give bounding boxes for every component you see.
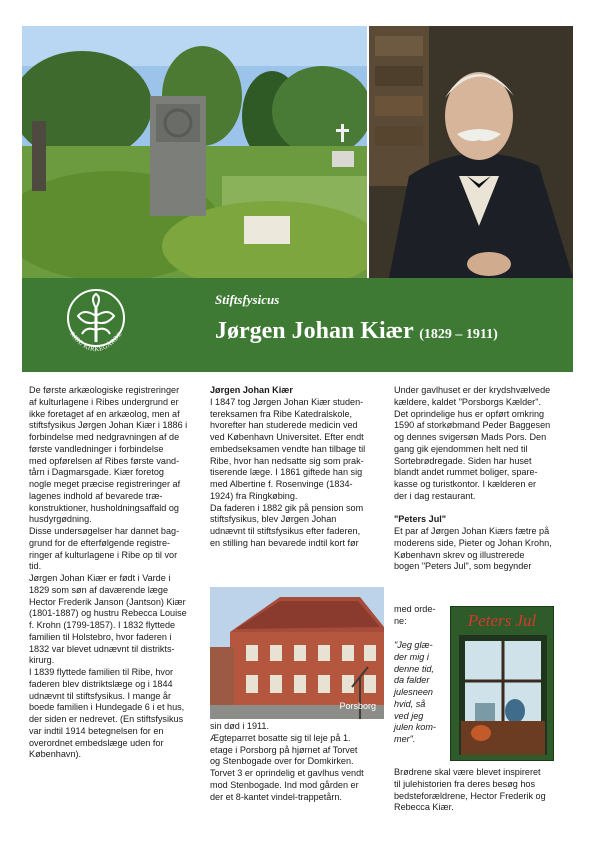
body-text-line: kirurg. bbox=[29, 655, 55, 666]
body-text-line: f. Krohn (1799-1857). I 1832 flyttede bbox=[29, 620, 176, 630]
body-text-line: udnævnt til stiftsfysikus. I mange år bbox=[29, 690, 172, 701]
body-text-line: gang gik ejendommen helt ned til bbox=[394, 443, 528, 454]
body-text-line: var indtil 1914 betegnelsen for en bbox=[29, 725, 164, 736]
body-text-line: Brødrene skal være blevet inspireret bbox=[394, 767, 541, 777]
body-text-line: Det oprindelige hus er opført omkring bbox=[394, 408, 545, 419]
body-text-line: ved København Universitet. Efter endt bbox=[210, 432, 364, 442]
column-1 bbox=[29, 385, 201, 761]
body-text-line: embedseksamen vendte han tilbage til bbox=[210, 443, 366, 454]
body-text-line: familien til Holstebro, hvor faderen i bbox=[29, 631, 172, 642]
portrait-painting bbox=[369, 26, 573, 278]
body-text-line: til julehistorien fra deres besøg hos bbox=[394, 778, 536, 789]
body-text-line: kældere, kaldet "Porsborgs Kælder". bbox=[394, 396, 541, 407]
body-text-line: Ribe, hvor han nedsatte sig som prak- bbox=[210, 455, 364, 466]
column-2-continued bbox=[210, 721, 385, 803]
body-text-line: 1590 af storkøbmand Peder Baggesen bbox=[394, 420, 551, 431]
page-title bbox=[215, 318, 498, 345]
cemetery-photo bbox=[22, 26, 367, 278]
body-text-line: København). bbox=[29, 749, 82, 760]
body-text-line: og dennes svigersøn Mads Pors. Den bbox=[394, 432, 547, 442]
body-text-line: etage i Porsborg på hjørnet af Torvet bbox=[210, 744, 358, 755]
body-text-line: lagenes indhold af bevarede træ- bbox=[29, 490, 163, 501]
column-3-continued bbox=[394, 767, 574, 814]
body-text-line: der siden er nedrevet. (En stiftsfysikus bbox=[29, 714, 184, 724]
body-text-line: der i dag restaurant. bbox=[394, 490, 476, 501]
body-text-line: Hector Frederik Janson (Jantson) Kiær bbox=[29, 596, 186, 607]
body-text-line: grund for de efterfølgende registre- bbox=[29, 537, 171, 548]
quote-line: julen kom- bbox=[394, 722, 436, 733]
body-text-line: forbindelse med nedgravningen af de bbox=[29, 432, 180, 442]
body-text-line: stiftsfysikus Jørgen Johan Kiær i 1886 i bbox=[29, 420, 188, 431]
body-text-line: af kulturlagene i Ribes undergrund er bbox=[29, 396, 179, 407]
body-text-line: stiftsfysikus, blev Jørgen Johan bbox=[210, 514, 337, 525]
quote-line: denne tid, bbox=[394, 663, 434, 674]
body-text-line: Rebecca Kiær. bbox=[394, 802, 454, 813]
quote-line: mer". bbox=[394, 734, 416, 744]
quote-line: julesneen bbox=[394, 687, 433, 697]
body-text-line: 1924) fra Ringkøbing. bbox=[210, 490, 298, 501]
logo-text: RIBE KIRKEGÅRDE bbox=[68, 330, 124, 354]
body-text-line: mod Stenbogade. Ind mod gården er bbox=[210, 779, 359, 790]
body-text-line: Sortebrødregade. Siden har huset bbox=[394, 455, 532, 466]
body-text-line: ne: bbox=[394, 615, 407, 626]
body-text-line: konstruktioner, husholdningsaffald og bbox=[29, 502, 179, 513]
body-text-line: moderens side, Pieter og Johan Krohn, bbox=[394, 537, 552, 548]
body-text-line: ringer af kulturlagene i Ribe op til vor bbox=[29, 549, 178, 560]
body-text-line: ikke foretaget af en arkæolog, men af bbox=[29, 408, 180, 419]
photo-caption-porsborg: Porsborg bbox=[339, 701, 376, 711]
body-text-line: I 1847 tog Jørgen Johan Kiær studen- bbox=[210, 396, 364, 407]
body-text-line: sin død i 1911. bbox=[210, 721, 269, 731]
title-banner bbox=[22, 278, 573, 372]
body-text-line: første vandledninger i forbindelse bbox=[29, 443, 164, 454]
peters-jul-book-cover bbox=[450, 606, 554, 761]
quote-line: der mig i bbox=[394, 651, 429, 662]
body-text-line: 1832 var blevet udnævnt til distrikts- bbox=[29, 643, 175, 654]
body-text-line: Torvet 3 er oprindelig et gavlhus vendt bbox=[210, 768, 364, 778]
body-text-line: København skrev og illustrerede bbox=[394, 549, 525, 560]
porsborg-photo bbox=[210, 587, 384, 719]
body-text-line: kasse og turistkontor. I kælderen er bbox=[394, 479, 537, 489]
body-text-line: der et 8-kantet vindel-trappetårn. bbox=[210, 791, 342, 802]
title-name: Jørgen Johan Kiær bbox=[215, 318, 414, 344]
body-text-line: De første arkæologiske registreringer bbox=[29, 385, 180, 395]
quote-line: ved jeg bbox=[394, 710, 424, 721]
body-text-line: hvorefter han studerede medicin ved bbox=[210, 420, 358, 431]
book-title: Peters Jul bbox=[467, 611, 537, 630]
body-text-line: med orde- bbox=[394, 604, 436, 614]
column-3 bbox=[394, 385, 574, 573]
column-2 bbox=[210, 385, 385, 550]
body-text-line: I 1839 flyttede familien til Ribe, hvor bbox=[29, 667, 174, 677]
body-text-line: nogle meget præcise registreringer af bbox=[29, 479, 181, 489]
body-text-line: en stilling han bevarede indtil kort før bbox=[210, 537, 359, 548]
body-text-line: Disse undersøgelser har dannet bag- bbox=[29, 526, 180, 536]
body-text-line: bedsteforældrene, Hector Frederik og bbox=[394, 790, 546, 801]
body-text-line: med Albertine f. Rosenvinge (1834- bbox=[210, 479, 353, 489]
subtitle-kicker: Stiftsfysicus bbox=[215, 292, 280, 307]
section-heading-peters-jul: "Peters Jul" bbox=[394, 514, 447, 525]
quote-intro bbox=[394, 604, 446, 628]
body-text-line: bogen "Peters Jul", som begynder bbox=[394, 561, 532, 572]
body-text-line: Jørgen Johan Kiær er født i Varde i bbox=[29, 573, 171, 583]
body-text-line: overordnet embedslæge uden for bbox=[29, 737, 164, 748]
body-text-line: boede familien i Hundegade 6 i et hus, bbox=[29, 702, 185, 713]
quote-line: hvid, så bbox=[394, 698, 426, 709]
body-text-line: udnævnt til stiftsfysikus efter faderen, bbox=[210, 526, 361, 536]
body-text-line: og Stenbogade over for Domkirken. bbox=[210, 756, 354, 767]
body-text-line: med opførelsen af Ribes første vand- bbox=[29, 455, 180, 466]
body-text-line: Et par af Jørgen Johan Kiærs fætre på bbox=[394, 526, 550, 536]
body-text-line: 1829 som søn af daværende læge bbox=[29, 584, 169, 595]
quote-line: "Jeg glæ- bbox=[394, 640, 433, 650]
title-years: (1829 – 1911) bbox=[419, 327, 498, 342]
body-text-line: Under gavlhuset er der krydshvælvede bbox=[394, 385, 551, 395]
body-text-line: (1801-1887) og hustru Rebecca Louise bbox=[29, 608, 187, 619]
quote-line: da falder bbox=[394, 675, 430, 686]
book-quote bbox=[394, 640, 446, 746]
body-text-line: tereksamen fra Ribe Katedralskole, bbox=[210, 408, 353, 419]
ribe-kirkegaarde-logo bbox=[64, 286, 128, 366]
body-text-line: Da faderen i 1882 gik på pension som bbox=[210, 502, 364, 513]
body-text-line: husdyrgødning. bbox=[29, 514, 92, 525]
body-text-line: tiserende læge. I 1861 giftede han sig bbox=[210, 467, 363, 478]
body-text-line: Ægteparret bosatte sig til leje på 1. bbox=[210, 732, 351, 743]
body-text-line: tid. bbox=[29, 561, 42, 572]
body-text-line: faderen blev distriktslæge og i 1844 bbox=[29, 678, 173, 689]
body-text-line: tårn i Dagmarsgade. Kiær foretog bbox=[29, 467, 164, 478]
section-heading-kiaer: Jørgen Johan Kiær bbox=[210, 385, 293, 395]
body-text-line: blandt andet rummet boliger, spare- bbox=[394, 467, 538, 478]
